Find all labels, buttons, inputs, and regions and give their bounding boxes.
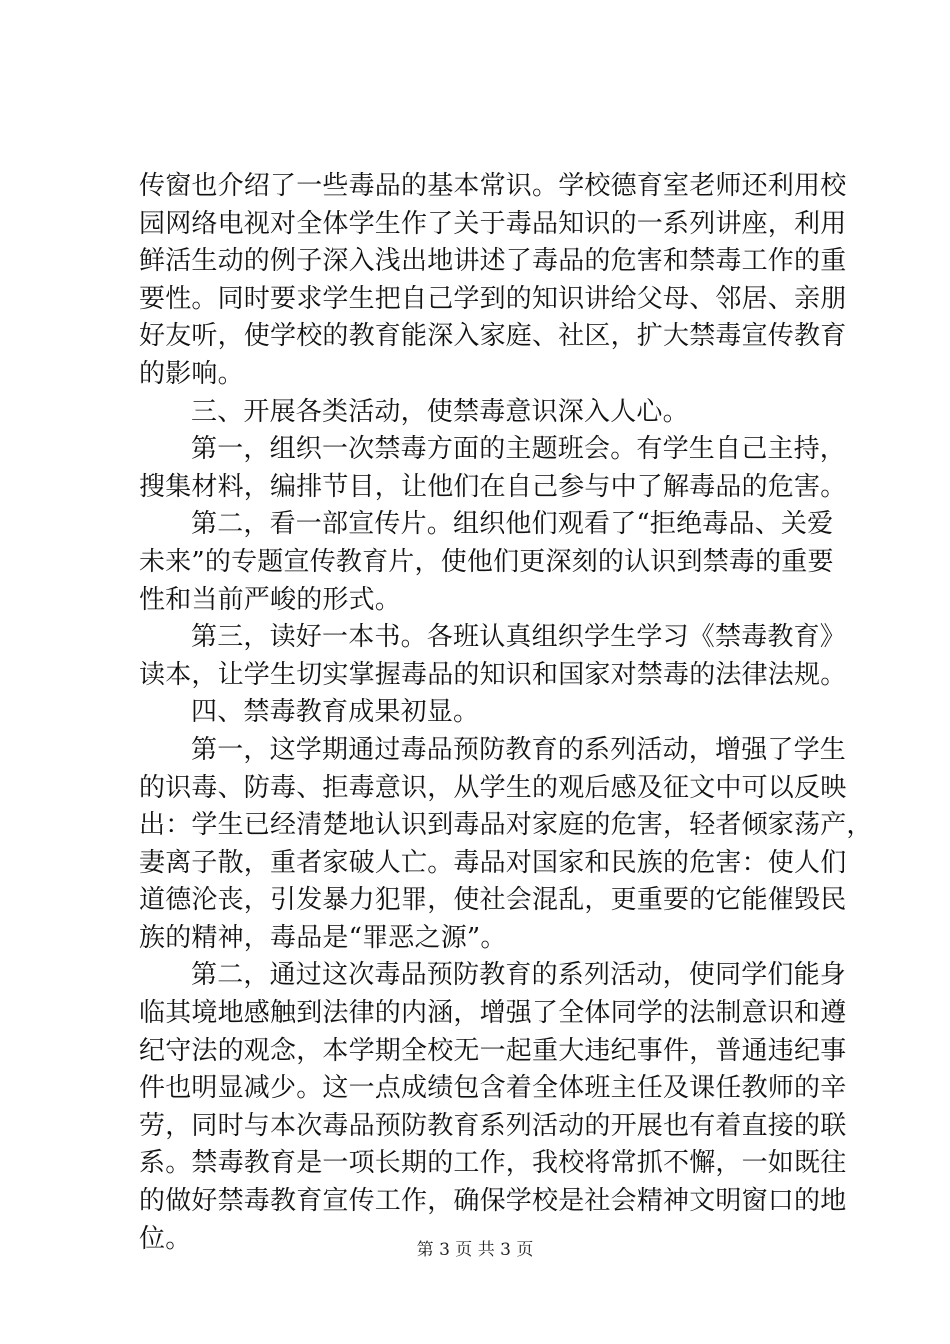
text-line: 族的精神，毒品是“罪恶之源”。 bbox=[139, 922, 507, 953]
text-line: 四、禁毒教育成果初显。 bbox=[191, 697, 480, 728]
text-line: 三、开展各类活动，使禁毒意识深入人心。 bbox=[191, 396, 689, 427]
text-line: 传窗也介绍了一些毒品的基本常识。学校德育室老师还利用校 bbox=[139, 171, 847, 201]
text-line: 要性。同时要求学生把自己学到的知识讲给父母、邻居、亲朋 bbox=[139, 283, 847, 314]
text-line: 位。 bbox=[139, 1223, 192, 1254]
page-footer: 第 3 页 共 3 页 bbox=[416, 1240, 534, 1260]
text-line: 第二，通过这次毒品预防教育的系列活动，使同学们能身 bbox=[191, 960, 847, 991]
text-line: 第三，读好一本书。各班认真组织学生学习《禁毒教育》 bbox=[191, 622, 847, 653]
text-line: 纪守法的观念，本学期全校无一起重大违纪事件，普通违纪事 bbox=[139, 1035, 847, 1066]
text-line: 的识毒、防毒、拒毒意识，从学生的观后感及征文中可以反映 bbox=[139, 772, 847, 803]
body-text bbox=[139, 168, 873, 1258]
text-line: 未来”的专题宣传教育片，使他们更深刻的认识到禁毒的重要 bbox=[139, 546, 834, 577]
text-line: 临其境地感触到法律的内涵，增强了全体同学的法制意识和遵 bbox=[139, 998, 847, 1029]
text-line: 第一，这学期通过毒品预防教育的系列活动，增强了学生 bbox=[191, 734, 847, 765]
text-line: 好友听，使学校的教育能深入家庭、社区，扩大禁毒宣传教育 bbox=[139, 321, 847, 352]
text-line: 系。禁毒教育是一项长期的工作，我校将常抓不懈，一如既往 bbox=[139, 1148, 847, 1179]
text-line: 道德沦丧，引发暴力犯罪，使社会混乱，更重要的它能催毁民 bbox=[139, 885, 847, 916]
text-line: 劳，同时与本次毒品预防教育系列活动的开展也有着直接的联 bbox=[139, 1110, 847, 1141]
text-line: 第二，看一部宣传片。组织他们观看了“拒绝毒品、关爱 bbox=[191, 509, 834, 540]
text-line: 的做好禁毒教育宣传工作，确保学校是社会精神文明窗口的地 bbox=[139, 1186, 847, 1217]
text-line: 园网络电视对全体学生作了关于毒品知识的一系列讲座，利用 bbox=[139, 208, 847, 239]
text-line: 件也明显减少。这一点成绩包含着全体班主任及课任教师的辛 bbox=[139, 1073, 847, 1104]
text-line: 妻离子散，重者家破人亡。毒品对国家和民族的危害：使人们 bbox=[139, 847, 847, 878]
text-line: 第一，组织一次禁毒方面的主题班会。有学生自己主持， bbox=[191, 434, 847, 465]
text-line: 出：学生已经清楚地认识到毒品对家庭的危害，轻者倾家荡产， bbox=[139, 810, 873, 841]
text-line: 搜集材料，编排节目，让他们在自己参与中了解毒品的危害。 bbox=[139, 471, 847, 502]
text-line: 鲜活生动的例子深入浅出地讲述了毒品的危害和禁毒工作的重 bbox=[139, 246, 847, 277]
text-line: 性和当前严峻的形式。 bbox=[139, 584, 402, 615]
text-line: 的影响。 bbox=[139, 358, 244, 389]
text-line: 读本，让学生切实掌握毒品的知识和国家对禁毒的法律法规。 bbox=[139, 659, 847, 690]
